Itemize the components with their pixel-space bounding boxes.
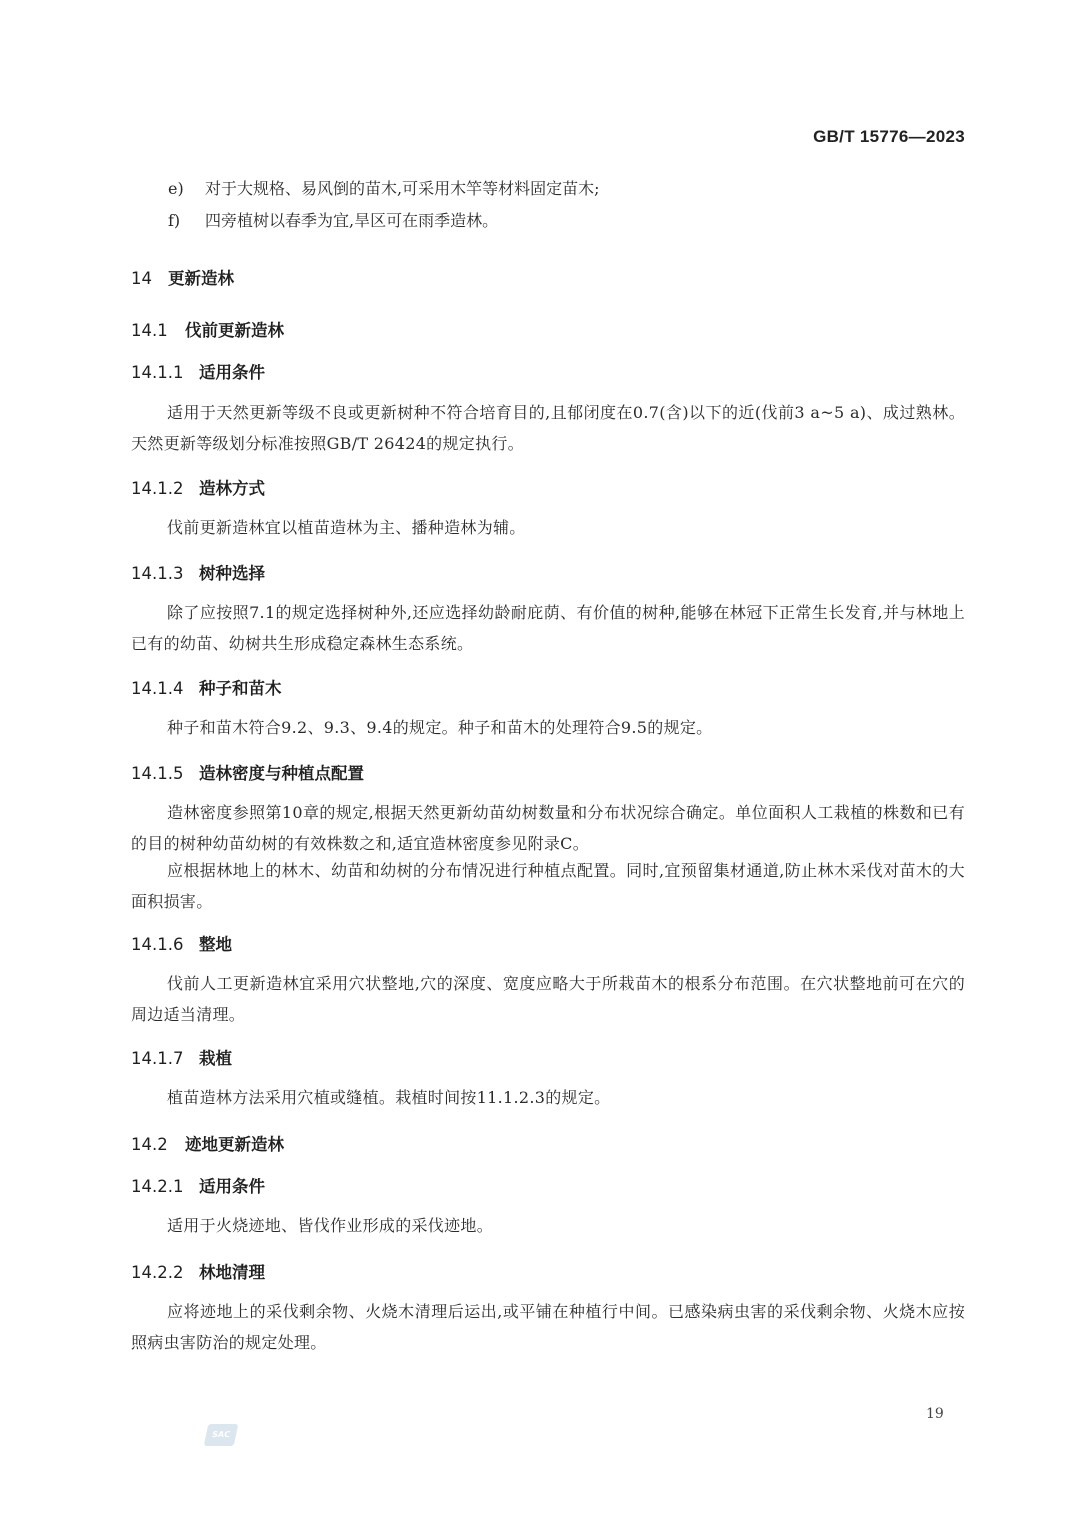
- section-number: 14.1.4: [131, 679, 184, 698]
- section-title: 树种选择: [199, 564, 265, 583]
- paragraph: 应根据林地上的林木、幼苗和幼树的分布情况进行种植点配置。同时,宜预留集材通道,防止林木采伐对苗木的大面积损害。: [131, 861, 965, 911]
- paragraph: 适用于天然更新等级不良或更新树种不符合培育目的,且郁闭度在0.7(含)以下的近(伐前3 a~5 a)、成过熟林。天然更新等级划分标准按照GB/T 26424的规定执行。: [131, 403, 965, 453]
- section-heading: [131, 475, 265, 499]
- section-number: 14.1.5: [131, 764, 184, 783]
- section-title: 迹地更新造林: [185, 1135, 284, 1154]
- section-heading: [131, 675, 282, 699]
- section-heading: [131, 1045, 232, 1069]
- section-title: 更新造林: [168, 269, 234, 288]
- paragraph: 除了应按照7.1的规定选择树种外,还应选择幼龄耐庇荫、有价值的树种,能够在林冠下正常生长发育,并与林地上已有的幼苗、幼树共生形成稳定森林生态系统。: [131, 603, 965, 653]
- paragraph: 伐前更新造林宜以植苗造林为主、播种造林为辅。: [167, 518, 526, 537]
- list-text: 四旁植树以春季为宜,旱区可在雨季造林。: [205, 211, 499, 230]
- section-number: 14.1: [131, 321, 168, 340]
- section-title: 伐前更新造林: [185, 321, 284, 340]
- paragraph: 种子和苗木符合9.2、9.3、9.4的规定。种子和苗木的处理符合9.5的规定。: [167, 718, 713, 737]
- list-item: [168, 178, 599, 200]
- section-number: 14.1.6: [131, 935, 184, 954]
- section-heading: [131, 760, 364, 784]
- section-heading: [131, 317, 284, 341]
- list-marker: e): [168, 179, 184, 198]
- section-heading: [131, 1173, 265, 1197]
- paragraph: 植苗造林方法采用穴植或缝植。栽植时间按11.1.2.3的规定。: [167, 1088, 611, 1107]
- list-text: 对于大规格、易风倒的苗木,可采用木竿等材料固定苗木;: [205, 179, 600, 198]
- section-number: 14: [131, 269, 152, 288]
- section-heading: [131, 560, 265, 584]
- section-heading: [131, 359, 265, 383]
- section-number: 14.1.2: [131, 479, 184, 498]
- section-title: 整地: [199, 935, 232, 954]
- paragraph: 应将迹地上的采伐剩余物、火烧木清理后运出,或平铺在种植行中间。已感染病虫害的采伐剩余物、火烧木应按照病虫害防治的规定处理。: [131, 1302, 965, 1352]
- list-marker: f): [168, 211, 181, 230]
- section-title: 栽植: [199, 1049, 232, 1068]
- section-number: 14.1.3: [131, 564, 184, 583]
- standard-code: GB/T 15776—2023: [813, 127, 965, 146]
- section-heading: [131, 1131, 284, 1155]
- section-title: 林地清理: [199, 1263, 265, 1282]
- section-title: 造林方式: [199, 479, 265, 498]
- section-heading: [131, 1259, 265, 1283]
- section-title: 造林密度与种植点配置: [199, 764, 364, 783]
- section-number: 14.1.7: [131, 1049, 184, 1068]
- section-number: 14.1.1: [131, 363, 184, 382]
- section-number: 14.2: [131, 1135, 168, 1154]
- sac-logo: SAC: [204, 1424, 239, 1446]
- section-title: 种子和苗木: [199, 679, 282, 698]
- section-number: 14.2.1: [131, 1177, 184, 1196]
- list-item: [168, 210, 498, 232]
- paragraph: 造林密度参照第10章的规定,根据天然更新幼苗幼树数量和分布状况综合确定。单位面积人工栽植的株数和已有的目的树种幼苗幼树的有效株数之和,适宜造林密度参见附录C。: [131, 803, 965, 853]
- paragraph: 适用于火烧迹地、皆伐作业形成的采伐迹地。: [167, 1216, 494, 1235]
- page-number: 19: [926, 1406, 944, 1422]
- paragraph: 伐前人工更新造林宜采用穴状整地,穴的深度、宽度应略大于所栽苗木的根系分布范围。在穴状整地前可在穴的周边适当清理。: [131, 974, 965, 1024]
- section-heading: [131, 265, 234, 289]
- section-heading: [131, 931, 232, 955]
- section-title: 适用条件: [199, 363, 265, 382]
- section-number: 14.2.2: [131, 1263, 184, 1282]
- section-title: 适用条件: [199, 1177, 265, 1196]
